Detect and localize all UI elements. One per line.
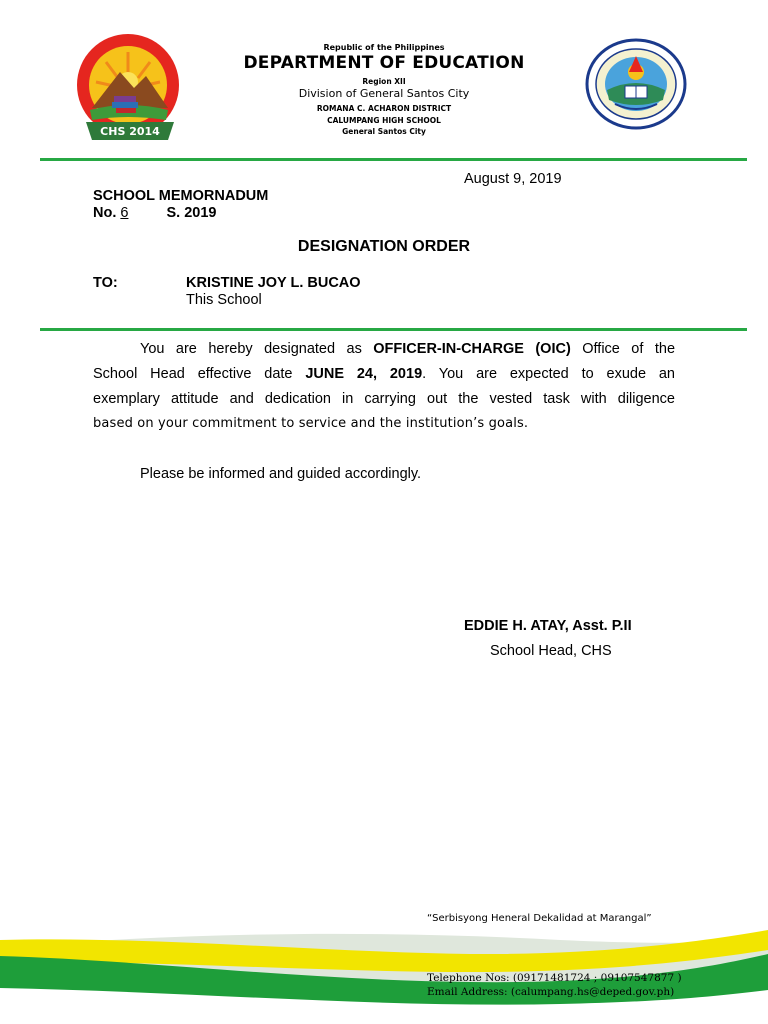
memo-title: SCHOOL MEMORNADUM bbox=[93, 188, 269, 204]
closing-line: Please be informed and guided accordingly. bbox=[140, 466, 422, 482]
recipient-divider bbox=[40, 328, 747, 331]
memo-date: August 9, 2019 bbox=[464, 171, 562, 187]
header-divider bbox=[40, 158, 747, 161]
body-line-1 bbox=[93, 341, 675, 357]
designation-role: OFFICER-IN-CHARGE (OIC) bbox=[373, 341, 571, 357]
footer-telephone: Telephone Nos: (09171481724 ; 09107547877 ) bbox=[427, 972, 682, 984]
designation-order-title: DESIGNATION ORDER bbox=[297, 238, 471, 255]
effective-date: JUNE 24, 2019 bbox=[305, 366, 423, 382]
footer-motto: “Serbisyong Heneral Dekalidad at Marangal” bbox=[427, 913, 652, 924]
signatory-title: School Head, CHS bbox=[490, 643, 612, 659]
city-line: General Santos City bbox=[342, 127, 426, 136]
department-title: DEPARTMENT OF EDUCATION bbox=[243, 53, 525, 73]
footer-email: Email Address: (calumpang.hs@deped.gov.ph) bbox=[427, 986, 675, 998]
body-line-2-text: School Head effective date bbox=[93, 366, 306, 382]
district-line: ROMANA C. ACHARON DISTRICT bbox=[316, 104, 452, 113]
body-line-4: based on your commitment to service and the institution’s goals. bbox=[93, 416, 529, 431]
body-line-2-tail: . You are expected to exude an bbox=[422, 366, 675, 382]
memo-number-label: No. bbox=[93, 205, 117, 221]
recipient-label: TO: bbox=[93, 275, 118, 291]
division-line: Division of General Santos City bbox=[298, 87, 470, 100]
memo-number-value: 6 bbox=[120, 205, 129, 221]
memo-number-line bbox=[93, 205, 216, 221]
recipient-name: KRISTINE JOY L. BUCAO bbox=[186, 275, 361, 291]
body-line-1-tail: Office of the bbox=[570, 341, 675, 357]
region-line: Region XII bbox=[362, 77, 406, 86]
body-line-3: exemplary attitude and dedication in carrying out the vested task with diligence bbox=[93, 391, 675, 407]
signatory-name: EDDIE H. ATAY, Asst. P.II bbox=[464, 618, 632, 634]
footer-swoosh bbox=[0, 900, 768, 1024]
body-line-1-text: You are hereby designated as bbox=[140, 341, 374, 357]
recipient-location: This School bbox=[186, 292, 262, 308]
republic-line: Republic of the Philippines bbox=[323, 43, 445, 52]
body-line-2 bbox=[93, 366, 675, 382]
school-line: CALUMPANG HIGH SCHOOL bbox=[327, 116, 441, 125]
memo-series: S. 2019 bbox=[166, 205, 217, 221]
svg-text:CHS 2014: CHS 2014 bbox=[100, 125, 160, 138]
